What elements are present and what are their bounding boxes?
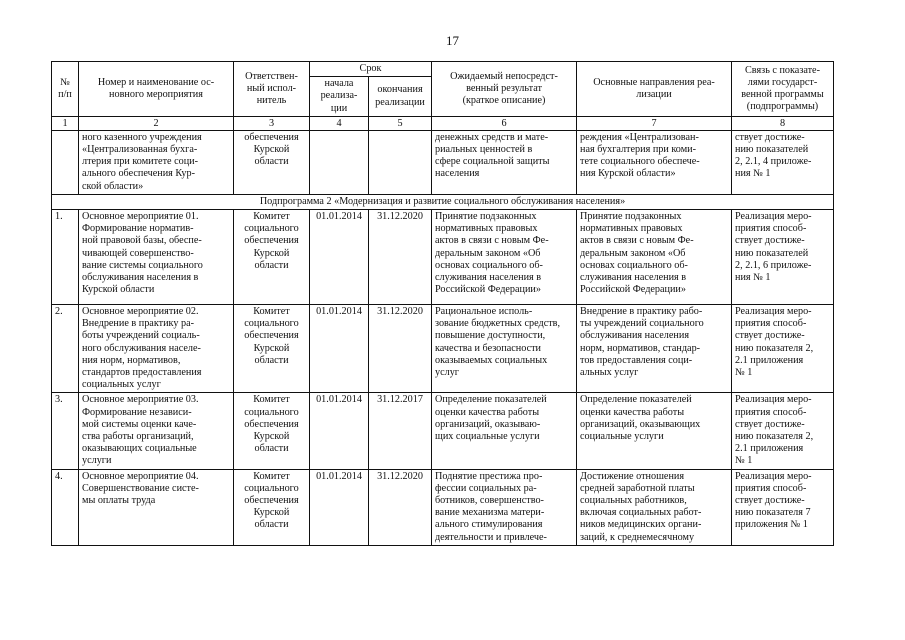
header-link: Связь с показате- лями государст- венной программы (подпрограммы)	[732, 62, 834, 117]
subprogram-title: Подпрограмма 2 «Модернизация и развитие социального обслуживания населения»	[52, 194, 834, 209]
header-start: начала реализа- ции	[310, 77, 369, 117]
cell-end: 31.12.2020	[369, 305, 432, 393]
cell-name: Основное мероприятие 03. Формирование независи- мой системы оценки каче- ства работы организаций, оказывающих социальные услуги	[79, 393, 234, 469]
cell-end	[369, 130, 432, 194]
cell-link: Реализация меро- приятия способ- ствует достиже- нию показателей 2, 2.1, 6 приложе- ния № 1	[732, 210, 834, 305]
cell-executor: Комитет социального обеспечения Курской области	[234, 469, 310, 545]
cell-num: 4.	[52, 469, 79, 545]
table-row	[52, 469, 834, 545]
cell-executor: Комитет социального обеспечения Курской области	[234, 393, 310, 469]
cell-result: Принятие подзаконных нормативных правовых актов в связи с новым Фе- деральным законом «Об основах социального об- служивания населения в Российской Федерации»	[432, 210, 577, 305]
cell-name: Основное мероприятие 04. Совершенствование систе- мы оплаты труда	[79, 469, 234, 545]
cell-result: Определение показателей оценки качества работы организаций, оказываю- щих социальные услуги	[432, 393, 577, 469]
column-index: 6	[432, 116, 577, 130]
column-index: 1	[52, 116, 79, 130]
cell-executor: Комитет социального обеспечения Курской области	[234, 210, 310, 305]
header-executor: Ответствен- ный испол- нитель	[234, 62, 310, 117]
cell-directions: реждения «Централизован- ная бухгалтерия при коми- тете социального обеспече- ния Курской области»	[577, 130, 732, 194]
cell-num: 2.	[52, 305, 79, 393]
program-table	[51, 61, 834, 546]
cell-directions: Принятие подзаконных нормативных правовых актов в связи с новым Фе- деральным законом «Об основах социального об- служивания населения в Российской Федерации»	[577, 210, 732, 305]
column-index: 5	[369, 116, 432, 130]
header-row	[52, 62, 834, 77]
cell-name: Основное мероприятие 01. Формирование норматив- ной правовой базы, обеспе- чивающей совершенство- вание системы социального обслуживания населения в Курской области	[79, 210, 234, 305]
column-index: 3	[234, 116, 310, 130]
header-result: Ожидаемый непосредст- венный результат (краткое описание)	[432, 62, 577, 117]
header-term: Срок	[310, 62, 432, 77]
cell-start: 01.01.2014	[310, 305, 369, 393]
header-end: окончания реализации	[369, 77, 432, 117]
cell-end: 31.12.2020	[369, 210, 432, 305]
cell-directions: Внедрение в практику рабо- ты учреждений социального обслуживания населения норм, нормативов, стандар- тов предоставления соци- альных услуг	[577, 305, 732, 393]
cell-link: Реализация меро- приятия способ- ствует достиже- нию показателя 2, 2.1 приложения № 1	[732, 305, 834, 393]
column-index: 7	[577, 116, 732, 130]
column-index: 2	[79, 116, 234, 130]
header-num: № п/п	[52, 62, 79, 117]
cell-end: 31.12.2020	[369, 469, 432, 545]
cell-directions: Достижение отношения средней заработной платы социальных работников, включая социальных работ- ников медицинских органи- заций, к среднемесячному	[577, 469, 732, 545]
column-index: 4	[310, 116, 369, 130]
header-name: Номер и наименование ос- новного мероприятия	[79, 62, 234, 117]
cell-name: Основное мероприятие 02. Внедрение в практику ра- боты учреждений социаль- ного обслуживания населе- ния норм, нормативов, стандартов предоставления социальных услуг	[79, 305, 234, 393]
cell-start: 01.01.2014	[310, 210, 369, 305]
page-number: 17	[446, 33, 459, 48]
cell-executor: Комитет социального обеспечения Курской области	[234, 305, 310, 393]
cell-link: ствует достиже- нию показателей 2, 2.1, 4 приложе- ния № 1	[732, 130, 834, 194]
cell-executor: обеспечения Курской области	[234, 130, 310, 194]
subprogram-row	[52, 194, 834, 209]
cell-num: 3.	[52, 393, 79, 469]
column-index-row	[52, 116, 834, 130]
cell-start	[310, 130, 369, 194]
table-row-continued	[52, 130, 834, 194]
cell-link: Реализация меро- приятия способ- ствует достиже- нию показателя 7 приложения № 1	[732, 469, 834, 545]
cell-name: ного казенного учреждения «Централизованная бухга- лтерия при комитете соци- ального обеспечения Кур- ской области»	[79, 130, 234, 194]
cell-num	[52, 130, 79, 194]
cell-start: 01.01.2014	[310, 393, 369, 469]
cell-result: денежных средств и мате- риальных ценностей в сфере социальной защиты населения	[432, 130, 577, 194]
cell-result: Рациональное исполь- зование бюджетных средств, повышение доступности, качества и безопасности оказываемых социальных услуг	[432, 305, 577, 393]
cell-end: 31.12.2017	[369, 393, 432, 469]
table-row	[52, 393, 834, 469]
column-index: 8	[732, 116, 834, 130]
table-row	[52, 210, 834, 305]
cell-result: Поднятие престижа про- фессии социальных ра- ботников, совершенство- вание механизма матери- ального стимулирования деятельности и привлече-	[432, 469, 577, 545]
cell-num: 1.	[52, 210, 79, 305]
cell-link: Реализация меро- приятия способ- ствует достиже- нию показателя 2, 2.1 приложения № 1	[732, 393, 834, 469]
table-row	[52, 305, 834, 393]
cell-directions: Определение показателей оценки качества работы организаций, оказывающих социальные услуги	[577, 393, 732, 469]
header-directions: Основные направления реа- лизации	[577, 62, 732, 117]
cell-start: 01.01.2014	[310, 469, 369, 545]
